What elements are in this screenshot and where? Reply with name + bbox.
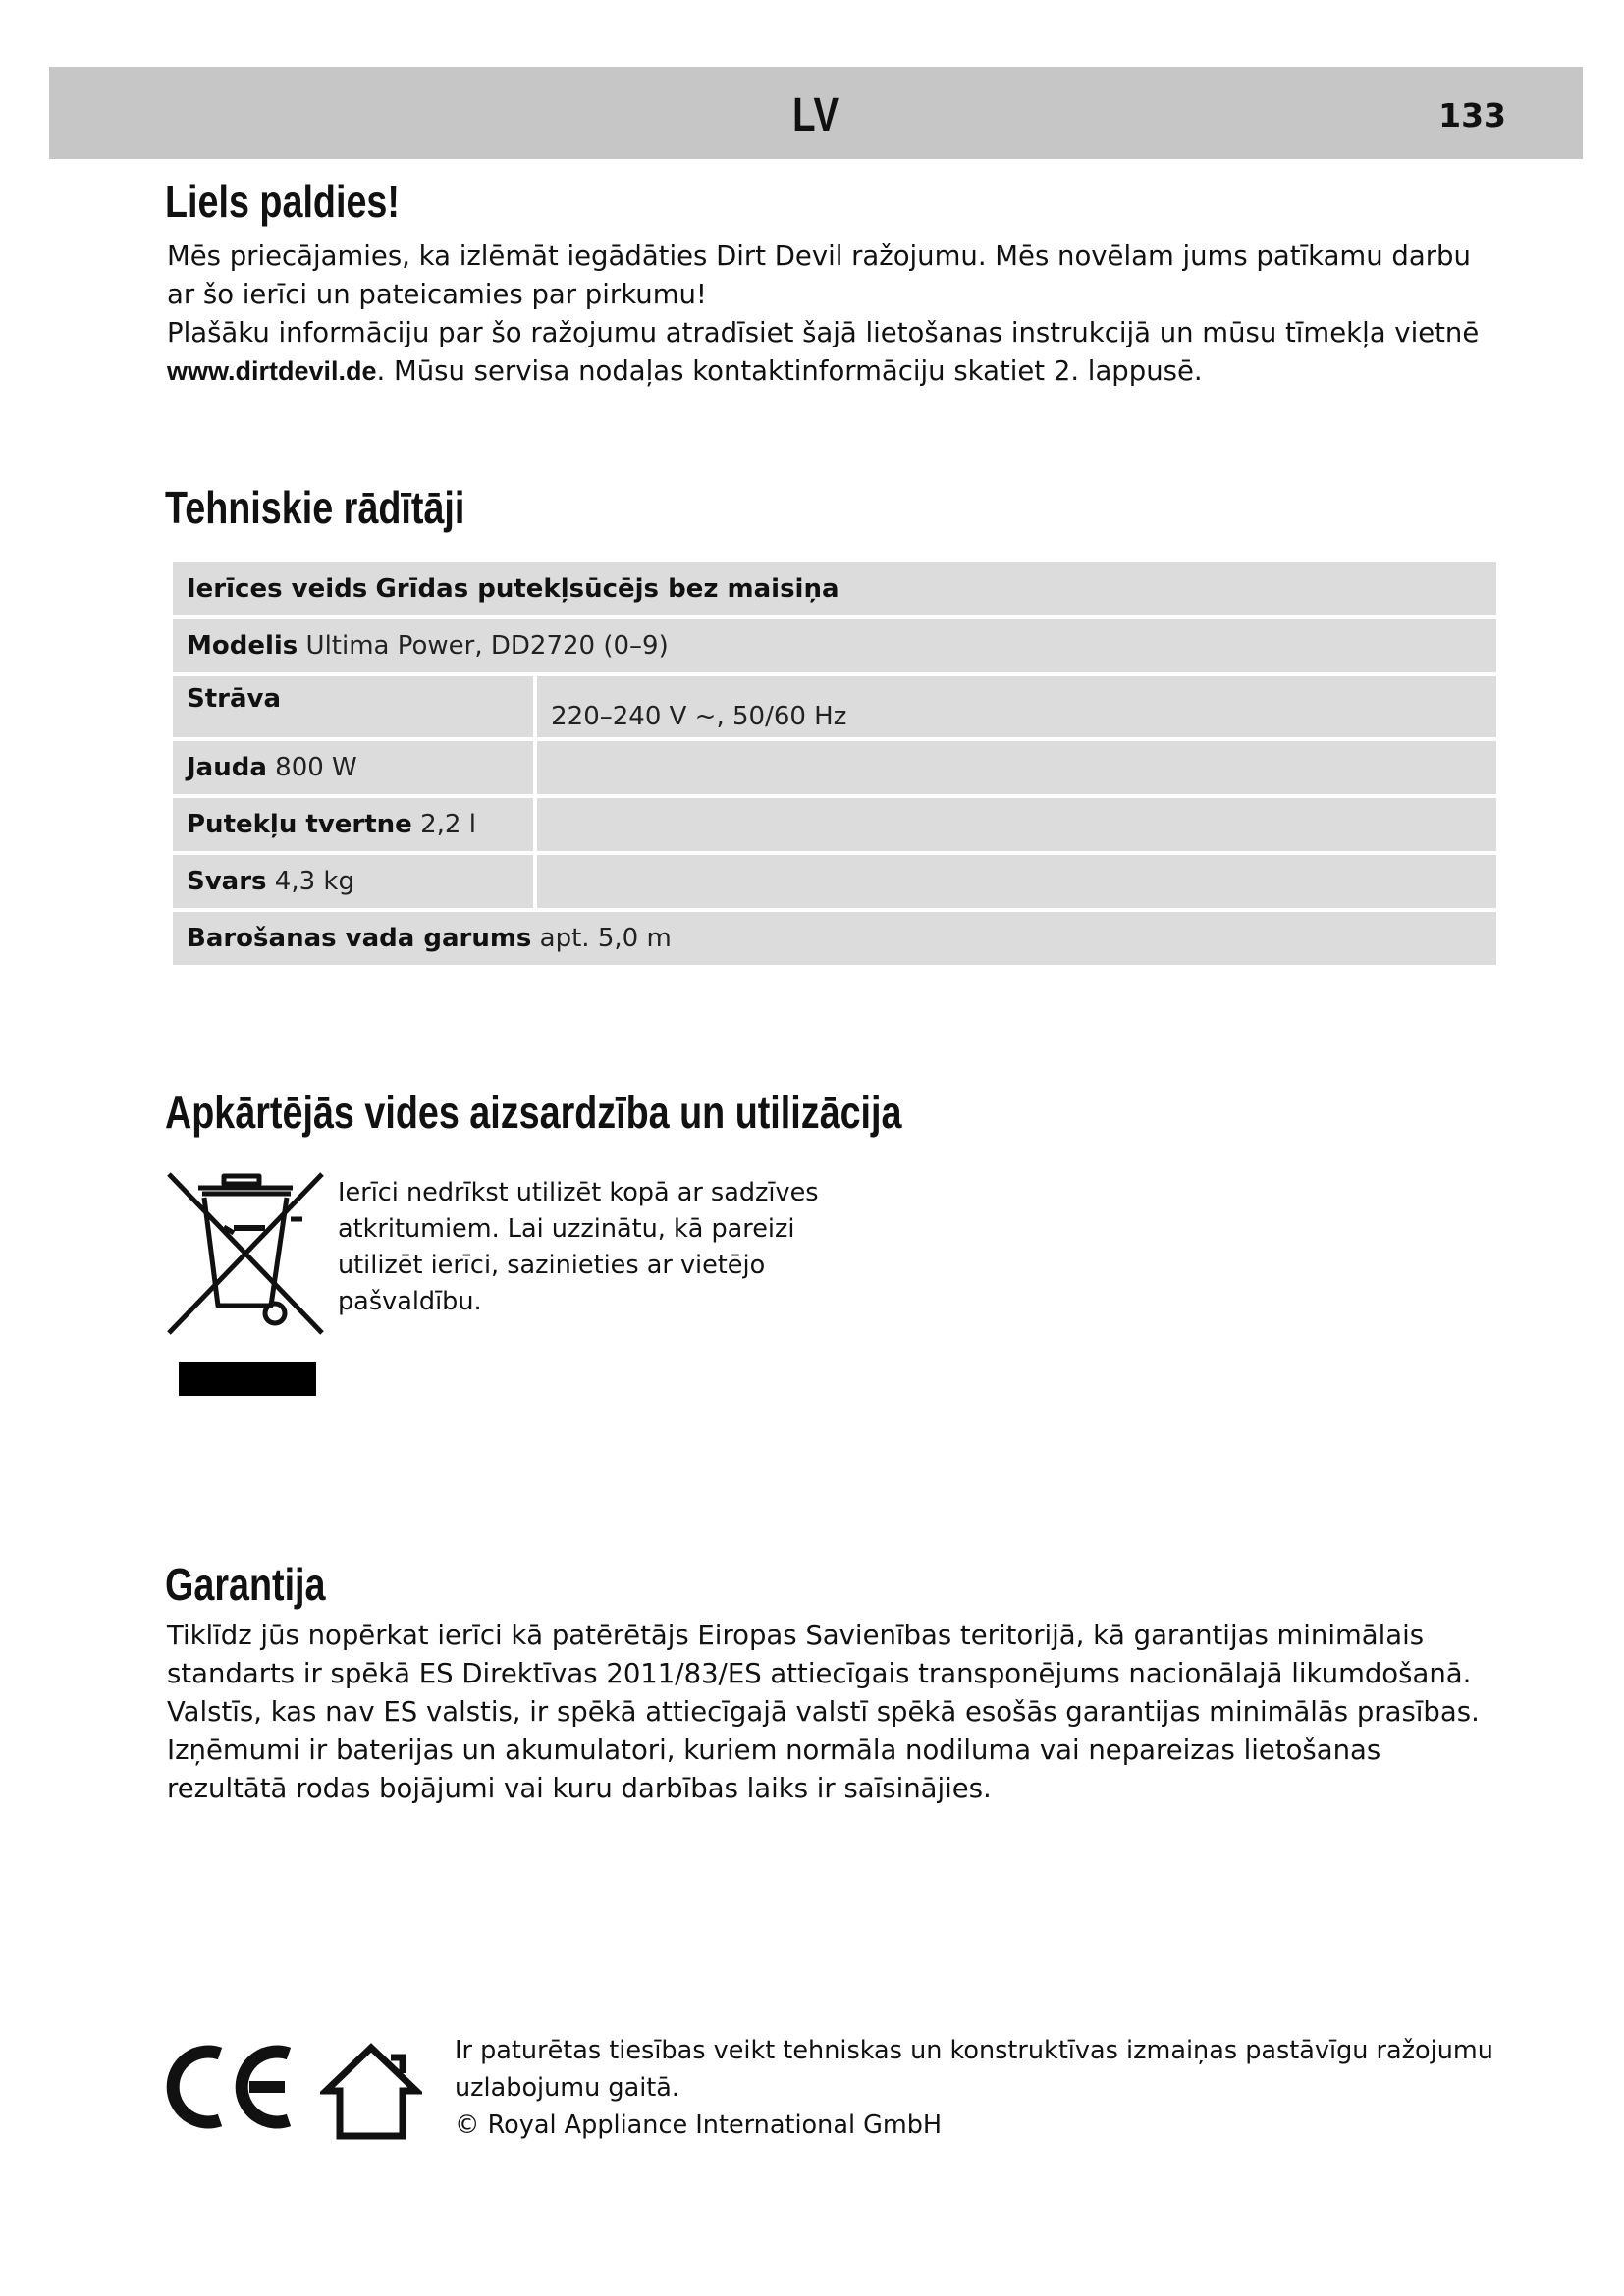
spec-label: Svars [187,867,267,896]
spec-value: Ultima Power, DD2720 (0–9) [305,631,669,661]
spec-cell [171,617,1498,674]
language-code: LV [792,89,839,141]
indoor-use-house-icon [320,2040,422,2142]
thanks-paragraph [167,238,1483,391]
spec-label: Strāva [187,684,282,714]
specs-heading: Tehniskie rādītāji [165,482,465,533]
table-row [171,910,1498,967]
spec-cell [535,674,1498,739]
website-link[interactable]: www.dirtdevil.de [167,356,377,386]
crossed-out-wheelie-bin-icon [165,1168,330,1400]
spec-cell-empty [535,853,1498,910]
environment-heading: Apkārtējās vides aizsardzība un utilizācija [165,1087,902,1138]
spec-value: 2,2 l [420,810,476,839]
spec-label: Putekļu tvertne [187,810,412,839]
footer-text [455,2032,1495,2144]
thanks-line-1: Mēs priecājamies, ka izlēmāt iegādāties Dirt Devil ražojumu. Mēs novēlam jums patīkamu darbu ar šo ierīci un pateicamies par pirkumu! [167,240,1471,310]
ce-mark-icon [163,2040,300,2134]
spec-cell-empty [535,739,1498,796]
table-row [171,617,1498,674]
environment-text: Ierīci nedrīkst utilizēt kopā ar sadzīves atkritumiem. Lai uzzinātu, kā pareizi utilizēt ierīci, sazinieties ar vietējo pašvaldību. [338,1178,819,1316]
thanks-heading: Liels paldies! [165,176,400,227]
table-row [171,561,1498,617]
warranty-text: Tiklīdz jūs nopērkat ierīci kā patērētājs Eiropas Savienības teritorijā, kā garantijas minimālais standarts ir spēkā ES Direktīvas 2011/83/ES attiecīgais transponējums nacionālajā likumdošanā. Valstīs, kas nav ES valstis, ir spēkā attiecīgajā valstī spēkā esošās garantijas minimālās prasības. Izņēmumi ir baterijas un akumulatori, kuriem normāla nodiluma vai nepareizas lietošanas rezultātā rodas bojājumi vai kuru darbības laiks ir saīsinājies. [167,1620,1480,1804]
table-row [171,853,1498,910]
spec-value: 800 W [275,753,357,782]
spec-value: apt. 5,0 m [539,924,672,953]
spec-cell [171,796,535,853]
table-row [171,674,1498,739]
page-number: 133 [1438,96,1506,134]
warranty-heading: Garantija [165,1559,326,1610]
thanks-line-2-end: . Mūsu servisa nodaļas kontaktinformāciju skatiet 2. lappusē. [376,355,1203,387]
spec-cell [171,910,1498,967]
copyright-text: © Royal Appliance International GmbH [455,2110,943,2140]
spec-cell [171,739,535,796]
spec-cell [171,561,1498,617]
thanks-line-2-start: Plašāku informāciju par šo ražojumu atradīsiet šajā lietošanas instrukcijā un mūsu tīmekļa vietnē [167,317,1480,348]
spec-cell [171,674,535,739]
spec-label: Modelis [187,631,298,661]
table-row [171,739,1498,796]
specs-table [169,559,1500,969]
spec-label: Ierīces veids [187,574,368,604]
spec-cell-empty [535,796,1498,853]
spec-value: 4,3 kg [274,867,354,896]
spec-value: Grīdas putekļsūcējs bez maisiņa [375,574,839,604]
page-header [49,67,1583,159]
spec-cell [171,853,535,910]
spec-label: Jauda [187,753,267,782]
rights-reserved-text: Ir paturētas tiesības veikt tehniskas un konstruktīvas izmaiņas pastāvīgu ražojumu uzlabojumu gaitā. [455,2036,1493,2103]
spec-label: Barošanas vada garums [187,924,532,953]
spec-value: 220–240 V ~, 50/60 Hz [551,702,847,731]
table-row [171,796,1498,853]
